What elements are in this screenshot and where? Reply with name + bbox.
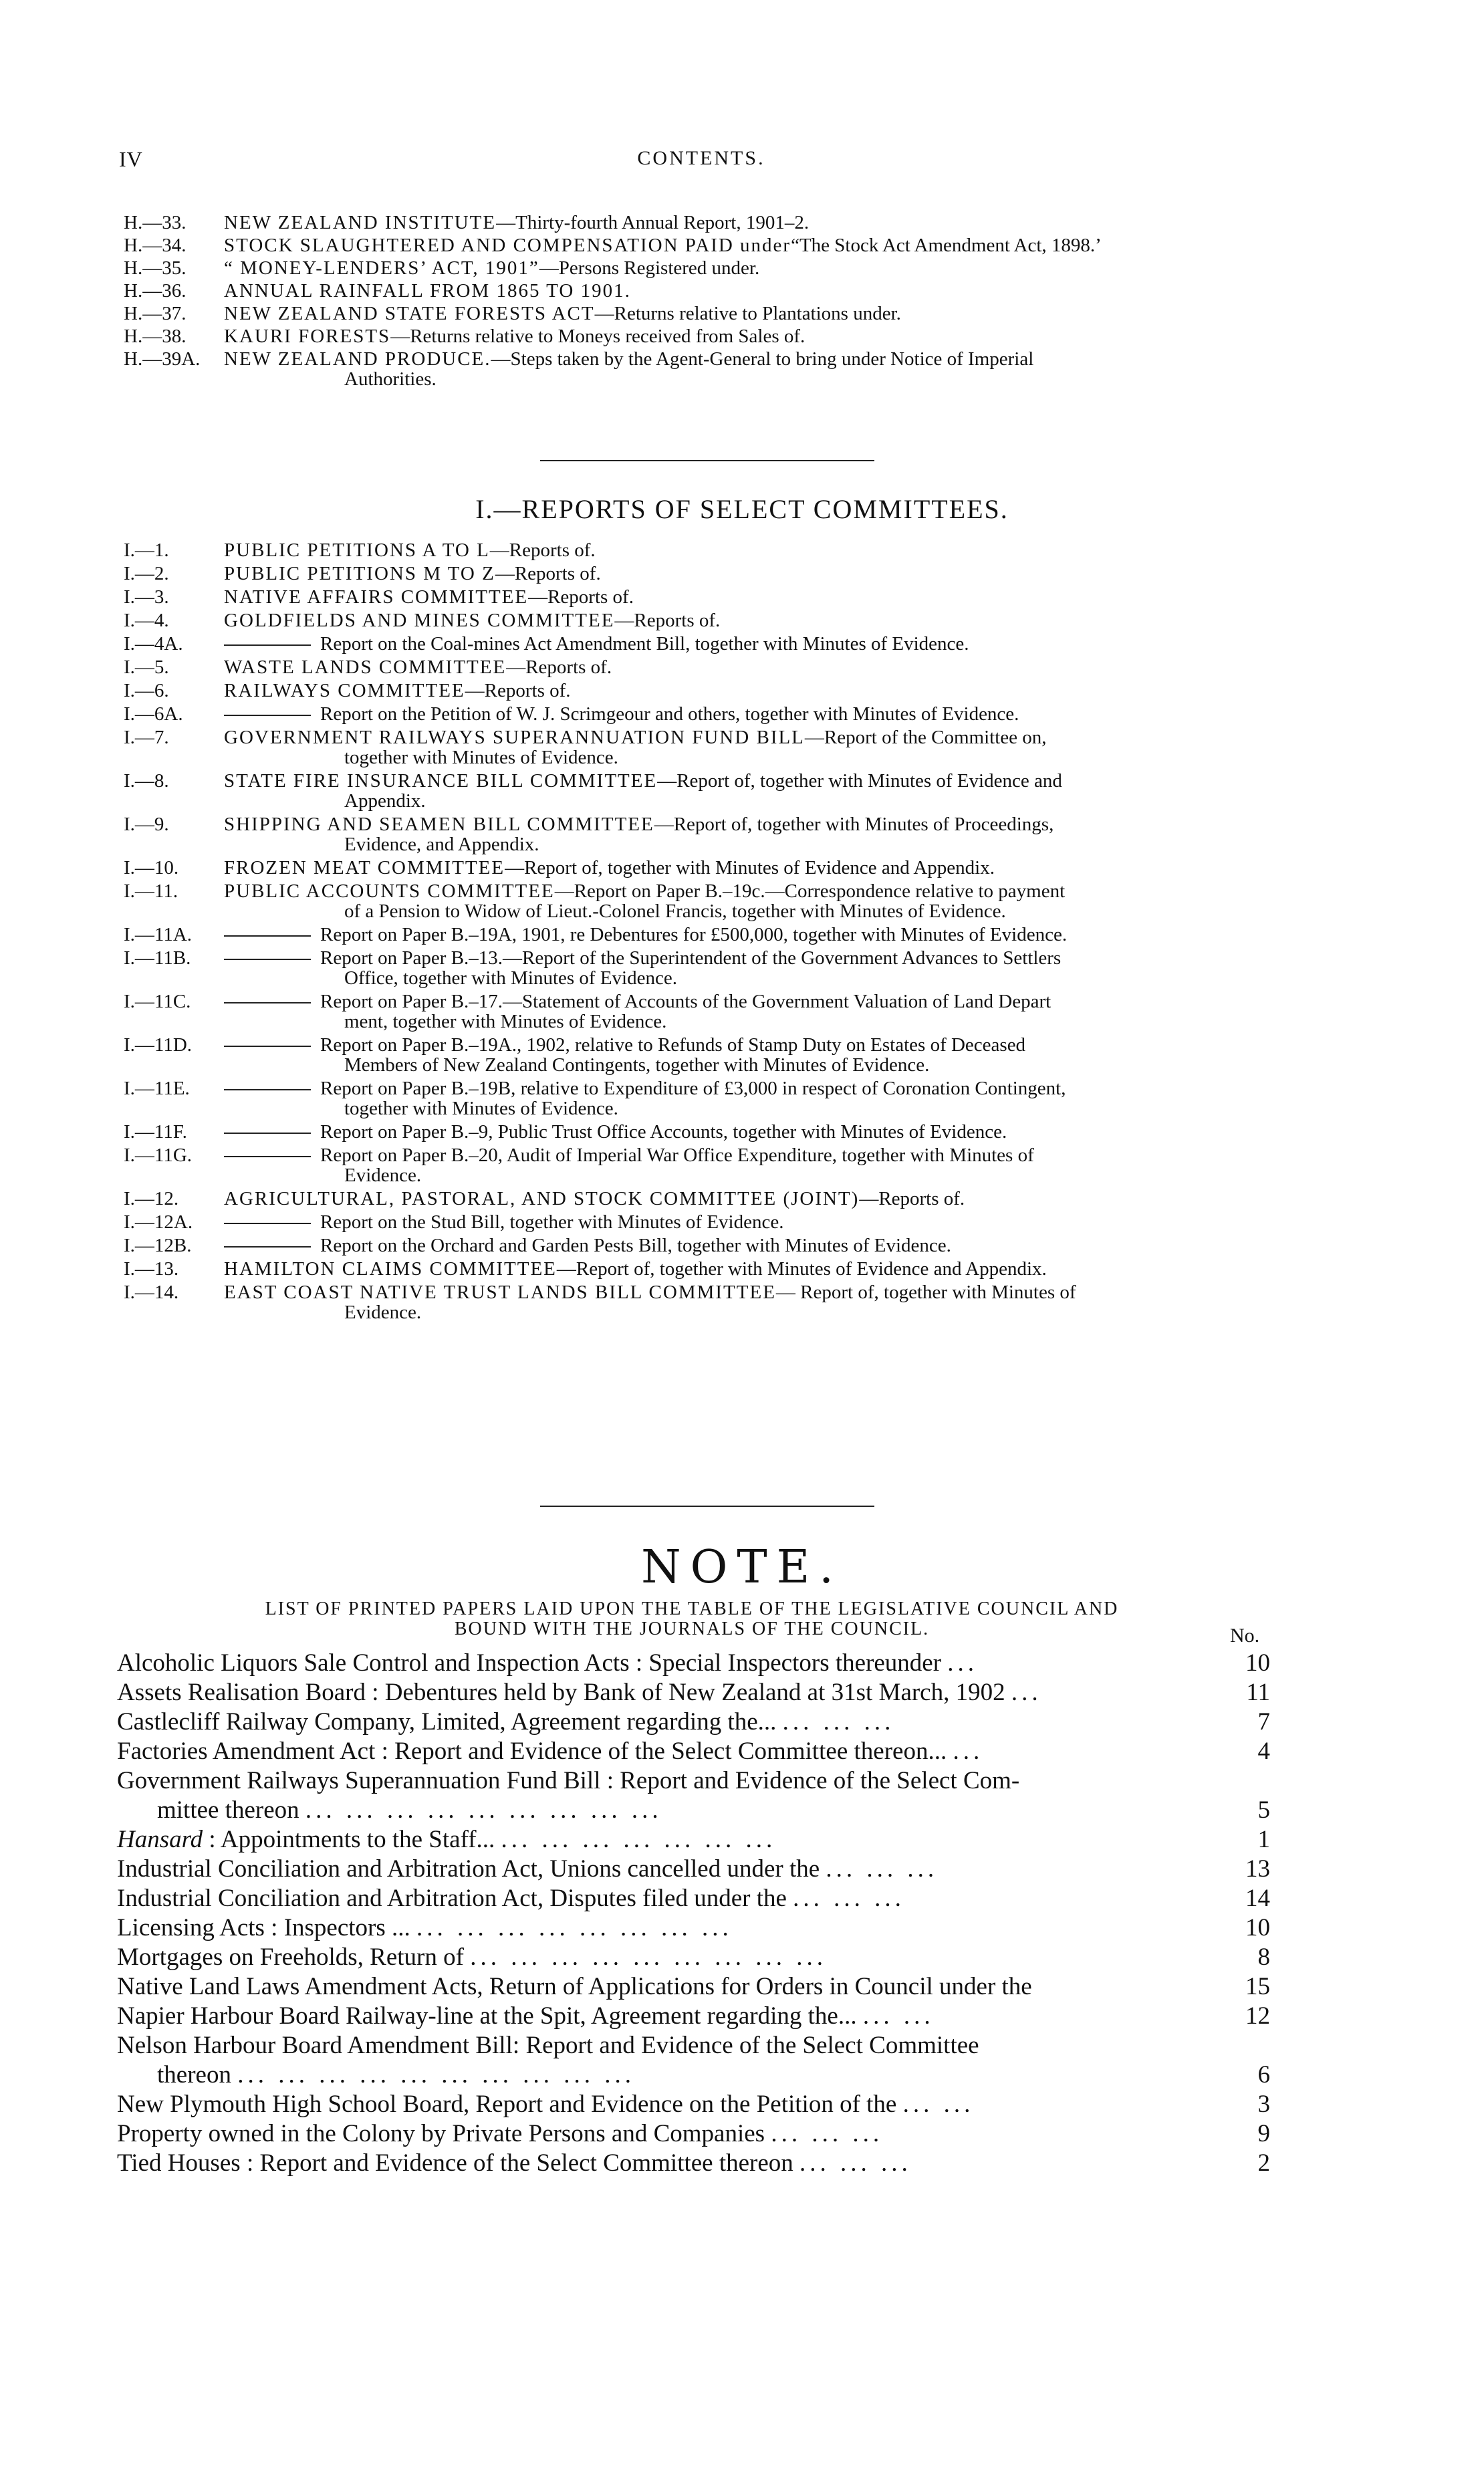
paper-title-continuation [117, 2060, 1223, 2090]
contents-entry [124, 587, 1280, 607]
paper-number: 3 [1257, 2091, 1270, 2118]
entry-body [224, 564, 1280, 584]
entry-description: Report on the Orchard and Garden Pests Bill, together with Minutes of Evidence. [320, 1235, 951, 1256]
paper-title: Napier Harbour Board Railway-line at the Spit, Agreement regarding the... [117, 2002, 857, 2030]
contents-entry [124, 540, 1280, 560]
leader-dots: ... ... ... ... ... ... ... ... ... [305, 1796, 662, 1824]
paper-title-line [117, 2090, 1223, 2119]
entry-body [224, 858, 1280, 878]
entry-code: I.—11G. [124, 1145, 193, 1166]
entry-body [224, 881, 1280, 921]
paper-entry [117, 1972, 1270, 2002]
entry-body [224, 771, 1280, 811]
entry-continuation: together with Minutes of Evidence. [344, 747, 618, 768]
entry-title: PUBLIC PETITIONS A TO L [224, 540, 490, 561]
entry-continuation: Evidence. [344, 1302, 422, 1323]
entry-body [224, 213, 1280, 233]
contents-entry [124, 564, 1280, 584]
contents-entry [124, 349, 1280, 389]
h-series-list [124, 213, 1280, 392]
note-subtitle-line1: LIST OF PRINTED PAPERS LAID UPON THE TABLE OF THE LEGISLATIVE COUNCIL AND [265, 1598, 1119, 1619]
entry-code: I.—12B. [124, 1235, 192, 1256]
entry-continuation: Office, together with Minutes of Evidence. [344, 967, 677, 989]
paper-title: Industrial Conciliation and Arbitration Act, Unions cancelled under the [117, 1855, 820, 1883]
paper-entry [117, 2149, 1270, 2178]
paper-entry [117, 2002, 1270, 2031]
entry-title: NEW ZEALAND STATE FORESTS ACT [224, 303, 595, 324]
paper-title: Industrial Conciliation and Arbitration Act, Disputes filed under the [117, 1885, 787, 1912]
entry-continuation: Appendix. [344, 790, 426, 812]
contents-entry [124, 1212, 1280, 1232]
contents-entry [124, 1035, 1280, 1075]
entry-continuation: ment, together with Minutes of Evidence. [344, 1011, 667, 1032]
entry-body [224, 235, 1280, 255]
paper-entry [117, 1737, 1270, 1766]
paper-title: New Plymouth High School Board, Report and Evidence on the Petition of the [117, 2091, 897, 2118]
entry-code: H.—37. [124, 303, 187, 324]
ditto-dash [224, 1223, 311, 1224]
ditto-dash [224, 935, 311, 937]
entry-body [224, 326, 1280, 346]
contents-entry [124, 1078, 1280, 1118]
printed-papers-list [117, 1649, 1270, 2178]
entry-code: I.—11E. [124, 1078, 190, 1099]
paper-number: 11 [1246, 1679, 1270, 1706]
entry-code: H.—35. [124, 257, 187, 279]
entry-description: —Steps taken by the Agent-General to bring under Notice of Imperial [491, 348, 1034, 370]
entry-code: I.—2. [124, 563, 169, 584]
entry-code: I.—11F. [124, 1121, 187, 1143]
entry-body [224, 1189, 1280, 1209]
entry-code: I.—11C. [124, 991, 191, 1012]
paper-title: Alcoholic Liquors Sale Control and Inspection Acts : Special Inspectors thereunder [117, 1649, 942, 1677]
entry-code: H.—36. [124, 280, 187, 302]
entry-body [224, 281, 1280, 301]
leader-dots: ... ... ... ... ... ... ... ... ... ... [237, 2061, 635, 2089]
note-title: NOTE. [641, 1541, 843, 1594]
entry-code: I.—1. [124, 540, 169, 561]
contents-entry [124, 634, 1280, 654]
entry-description: —Report of, together with Minutes of Evidence and [657, 770, 1062, 792]
paper-entry [117, 1678, 1270, 1707]
entry-code: I.—9. [124, 814, 169, 835]
entry-code: H.—33. [124, 212, 187, 233]
paper-entry [117, 1766, 1270, 1825]
entry-code: H.—38. [124, 326, 187, 347]
entry-code: I.—6A. [124, 703, 183, 725]
contents-entry [124, 991, 1280, 1032]
paper-title: Licensing Acts : Inspectors ... [117, 1914, 410, 1941]
paper-entry [117, 2031, 1270, 2090]
paper-entry [117, 2090, 1270, 2119]
entry-code: I.—12A. [124, 1211, 193, 1233]
contents-entry [124, 948, 1280, 988]
contents-entry [124, 1259, 1280, 1279]
entry-title: PUBLIC ACCOUNTS COMMITTEE [224, 880, 555, 902]
entry-title: KAURI FORESTS [224, 326, 391, 347]
paper-title-line [117, 2031, 1223, 2060]
entry-description: Report on Paper B.–19B, relative to Expenditure of £3,000 in respect of Coronation Contingent, [320, 1078, 1066, 1099]
paper-title: Property owned in the Colony by Private Persons and Companies [117, 2120, 765, 2147]
entry-description: Report on Paper B.–19A., 1902, relative to Refunds of Stamp Duty on Estates of Deceased [320, 1034, 1026, 1056]
entry-title: GOVERNMENT RAILWAYS SUPERANNUATION FUND BILL [224, 727, 805, 748]
paper-title-line [117, 1649, 1223, 1678]
running-title: CONTENTS. [637, 147, 765, 169]
leader-dots: ... ... ... ... ... ... ... ... ... [470, 1943, 827, 1971]
entry-body [224, 304, 1280, 324]
leader-dots: ... ... [902, 2091, 975, 2118]
paper-title: Native Land Laws Amendment Acts, Return of Applications for Orders in Council under the [117, 1973, 1032, 2000]
contents-entry [124, 610, 1280, 630]
paper-title-line2: mittee thereon [157, 1796, 299, 1824]
leader-dots: ... ... ... ... ... ... ... [501, 1826, 777, 1853]
entry-description: Report on Paper B.–9, Public Trust Office Accounts, together with Minutes of Evidence. [320, 1121, 1007, 1143]
paper-title-line [117, 1884, 1223, 1913]
paper-number: 4 [1257, 1738, 1270, 1765]
entry-description: Report on Paper B.–20, Audit of Imperial War Office Expenditure, together with Minutes of [320, 1145, 1034, 1166]
divider-rule [540, 460, 874, 461]
entry-description: —Returns relative to Moneys received from Sales of. [390, 326, 806, 347]
entry-code: I.—13. [124, 1258, 179, 1280]
entry-description: Report on the Stud Bill, together with Minutes of Evidence. [320, 1211, 784, 1233]
paper-number: 1 [1257, 1826, 1270, 1853]
entry-description: Report on Paper B.–17.—Statement of Accounts of the Government Valuation of Land Depart [320, 991, 1052, 1012]
entry-body [224, 540, 1280, 560]
entry-title: NEW ZEALAND PRODUCE. [224, 348, 491, 370]
entry-code: I.—12. [124, 1188, 179, 1209]
note-subtitle-line2: BOUND WITH THE JOURNALS OF THE COUNCIL. [454, 1619, 930, 1639]
paper-entry [117, 1825, 1270, 1855]
contents-entry [124, 657, 1280, 677]
paper-title-line [117, 2002, 1223, 2031]
entry-body [224, 1282, 1280, 1322]
paper-title-line [117, 1678, 1223, 1707]
entry-description: Report on the Coal-mines Act Amendment Bill, together with Minutes of Evidence. [320, 633, 969, 655]
entry-body [224, 991, 1280, 1032]
leader-dots: ... ... [862, 2002, 935, 2030]
paper-title-line [117, 1855, 1223, 1884]
entry-body [224, 634, 1280, 654]
ditto-dash [224, 715, 311, 716]
entry-body [224, 704, 1280, 724]
leader-dots: ... ... ... [782, 1708, 895, 1736]
entry-body [224, 1078, 1280, 1118]
entry-title: ANNUAL RAINFALL FROM 1865 TO 1901. [224, 280, 631, 302]
entry-title: AGRICULTURAL, PASTORAL, AND STOCK COMMITTEE (JOINT) [224, 1188, 860, 1209]
entry-body [224, 681, 1280, 701]
entry-description: Report on Paper B.–19A, 1901, re Debentures for £500,000, together with Minutes of Evidence. [320, 924, 1068, 945]
entry-body [224, 1212, 1280, 1232]
leader-dots: ... ... ... [826, 1855, 939, 1883]
entry-code: I.—3. [124, 586, 169, 608]
entry-description: — Report of, together with Minutes of [775, 1282, 1076, 1303]
entry-title: WASTE LANDS COMMITTEE [224, 657, 507, 678]
paper-title: : Appointments to the Staff... [203, 1826, 495, 1853]
contents-entry [124, 326, 1280, 346]
contents-entry [124, 213, 1280, 233]
contents-entry [124, 258, 1280, 278]
entry-title: NATIVE AFFAIRS COMMITTEE [224, 586, 529, 608]
entry-body [224, 349, 1280, 389]
entry-body [224, 948, 1280, 988]
entry-description: —Reports of. [506, 657, 612, 678]
leader-dots: ... ... ... [799, 2149, 912, 2177]
paper-title: Mortgages on Freeholds, Return of [117, 1943, 464, 1971]
paper-number: 2 [1257, 2149, 1270, 2177]
entry-title: FROZEN MEAT COMMITTEE [224, 857, 505, 878]
entry-body [224, 1145, 1280, 1185]
contents-entry [124, 858, 1280, 878]
entry-description: —Report of, together with Minutes of Proceedings, [654, 814, 1054, 835]
paper-title: Factories Amendment Act : Report and Evidence of the Select Committee thereon... [117, 1738, 947, 1765]
contents-entry [124, 1122, 1280, 1142]
paper-title-line [117, 2119, 1223, 2149]
page-header [119, 147, 1283, 174]
paper-number: 10 [1245, 1914, 1270, 1941]
entry-description: —Reports of. [528, 586, 634, 608]
entry-continuation: together with Minutes of Evidence. [344, 1098, 618, 1119]
paper-title-italic: Hansard [117, 1826, 203, 1853]
divider-rule [540, 1506, 874, 1507]
paper-number: 10 [1245, 1649, 1270, 1677]
entry-description: —Reports of. [495, 563, 601, 584]
paper-number: 15 [1245, 1973, 1270, 2000]
contents-entry [124, 304, 1280, 324]
paper-title: Tied Houses : Report and Evidence of the Select Committee thereon [117, 2149, 793, 2177]
entry-code: I.—7. [124, 727, 169, 748]
leader-dots: ... [947, 1649, 979, 1677]
entry-code: I.—6. [124, 680, 169, 701]
entry-description: —Returns relative to Plantations under. [594, 303, 901, 324]
paper-entry [117, 1913, 1270, 1943]
paper-title: Nelson Harbour Board Amendment Bill: Report and Evidence of the Select Committee [117, 2032, 979, 2059]
paper-title-line [117, 1766, 1223, 1796]
entry-body [224, 610, 1280, 630]
entry-body [224, 1235, 1280, 1256]
paper-number: 5 [1257, 1796, 1270, 1824]
entry-code: H.—34. [124, 235, 187, 256]
paper-title-line [117, 1913, 1223, 1943]
paper-number: 12 [1245, 2002, 1270, 2030]
paper-entry [117, 2119, 1270, 2149]
section-title: I.—REPORTS OF SELECT COMMITTEES. [475, 494, 1009, 524]
contents-entry [124, 281, 1280, 301]
entry-continuation: of a Pension to Widow of Lieut.-Colonel Francis, together with Minutes of Evidence. [344, 901, 1006, 922]
contents-entry [124, 1189, 1280, 1209]
entry-body [224, 1122, 1280, 1142]
entry-description: —Reports of. [489, 540, 596, 561]
entry-title: HAMILTON CLAIMS COMMITTEE [224, 1258, 557, 1280]
ditto-dash [224, 644, 311, 646]
leader-dots: ... [953, 1738, 984, 1765]
paper-title: Government Railways Superannuation Fund Bill : Report and Evidence of the Select Com- [117, 1767, 1020, 1794]
entry-code: I.—11D. [124, 1034, 193, 1056]
entry-body [224, 925, 1280, 945]
ditto-dash [224, 1246, 311, 1248]
paper-title-continuation [117, 1796, 1223, 1825]
entry-title: NEW ZEALAND INSTITUTE [224, 212, 497, 233]
contents-entry [124, 704, 1280, 724]
ditto-dash [224, 1156, 311, 1157]
paper-number: 9 [1257, 2120, 1270, 2147]
entry-description: —Report of, together with Minutes of Evidence and Appendix. [505, 857, 995, 878]
paper-title-line [117, 1972, 1223, 2002]
entry-description: —Reports of. [859, 1188, 965, 1209]
entry-title: PUBLIC PETITIONS M TO Z [224, 563, 495, 584]
leader-dots: ... ... ... [793, 1885, 905, 1912]
entry-continuation: Authorities. [344, 368, 437, 390]
entry-body [224, 657, 1280, 677]
entry-continuation: Evidence. [344, 1165, 422, 1186]
contents-entry [124, 1145, 1280, 1185]
entry-code: I.—11A. [124, 924, 193, 945]
paper-entry [117, 1707, 1270, 1737]
entry-body [224, 587, 1280, 607]
entry-description: Report on the Petition of W. J. Scrimgeour and others, together with Minutes of Evidence. [320, 703, 1019, 725]
paper-number: 8 [1257, 1943, 1270, 1971]
entry-description: —Thirty-fourth Annual Report, 1901–2. [496, 212, 810, 233]
entry-code: I.—4A. [124, 633, 183, 655]
entry-title: STOCK SLAUGHTERED AND COMPENSATION PAID under [224, 235, 791, 256]
contents-entry [124, 1235, 1280, 1256]
paper-number: 13 [1245, 1855, 1270, 1883]
contents-entry [124, 235, 1280, 255]
entry-code: I.—11B. [124, 947, 191, 969]
contents-entry [124, 881, 1280, 921]
entry-body [224, 1035, 1280, 1075]
entry-body [224, 258, 1280, 278]
ditto-dash [224, 1046, 311, 1047]
entry-title: STATE FIRE INSURANCE BILL COMMITTEE [224, 770, 658, 792]
entry-title: GOLDFIELDS AND MINES COMMITTEE [224, 610, 615, 631]
paper-entry [117, 1943, 1270, 1972]
paper-title: Castlecliff Railway Company, Limited, Agreement regarding the... [117, 1708, 777, 1736]
entry-code: I.—11. [124, 880, 178, 902]
entry-code: I.—8. [124, 770, 169, 792]
entry-description: “The Stock Act Amendment Act, 1898.’ [791, 235, 1102, 256]
entry-body [224, 1259, 1280, 1279]
page-number: IV [119, 147, 143, 171]
paper-title-line [117, 2149, 1223, 2178]
entry-description: —Reports of. [614, 610, 721, 631]
entry-title: “ MONEY-LENDERS’ ACT, 1901” [224, 257, 539, 279]
paper-title-line [117, 1707, 1223, 1737]
paper-title-line [117, 1737, 1223, 1766]
entry-continuation: Members of New Zealand Contingents, together with Minutes of Evidence. [344, 1054, 930, 1076]
paper-entry [117, 1649, 1270, 1678]
contents-entry [124, 1282, 1280, 1322]
entry-continuation: Evidence, and Appendix. [344, 834, 539, 855]
paper-number: 7 [1257, 1708, 1270, 1736]
entry-code: H.—39A. [124, 348, 201, 370]
contents-entry [124, 814, 1280, 854]
number-column-header: No. [1230, 1625, 1260, 1647]
paper-title: Assets Realisation Board : Debentures held by Bank of New Zealand at 31st March, 1902 [117, 1679, 1005, 1706]
contents-entry [124, 925, 1280, 945]
entry-code: I.—4. [124, 610, 169, 631]
paper-title-line [117, 1943, 1223, 1972]
entry-title: SHIPPING AND SEAMEN BILL COMMITTEE [224, 814, 654, 835]
leader-dots: ... ... ... ... ... ... ... ... [416, 1914, 733, 1941]
contents-entry [124, 727, 1280, 767]
contents-entry [124, 771, 1280, 811]
entry-code: I.—5. [124, 657, 169, 678]
entry-body [224, 814, 1280, 854]
paper-number: 6 [1257, 2061, 1270, 2089]
paper-number: 14 [1245, 1885, 1270, 1912]
ditto-dash [224, 1089, 311, 1090]
ditto-dash [224, 1002, 311, 1003]
entry-title: RAILWAYS COMMITTEE [224, 680, 465, 701]
paper-entry [117, 1855, 1270, 1884]
paper-entry [117, 1884, 1270, 1913]
paper-title-line2: thereon [157, 2061, 231, 2089]
entry-description: —Report of, together with Minutes of Evidence and Appendix. [556, 1258, 1047, 1280]
ditto-dash [224, 1133, 311, 1134]
ditto-dash [224, 959, 311, 960]
entry-description: —Report of the Committee on, [804, 727, 1047, 748]
entry-body [224, 727, 1280, 767]
entry-description: —Report on Paper B.–19c.—Correspondence relative to payment [554, 880, 1066, 902]
i-series-list [124, 540, 1280, 1326]
note-subtitle [117, 1599, 1267, 1639]
leader-dots: ... ... ... [771, 2120, 884, 2147]
contents-entry [124, 681, 1280, 701]
entry-code: I.—14. [124, 1282, 179, 1303]
entry-description: —Persons Registered under. [539, 257, 760, 279]
entry-title: EAST COAST NATIVE TRUST LANDS BILL COMMITTEE [224, 1282, 776, 1303]
entry-description: —Reports of. [465, 680, 571, 701]
paper-title-line [117, 1825, 1223, 1855]
entry-description: Report on Paper B.–13.—Report of the Superintendent of the Government Advances to Settlers [320, 947, 1062, 969]
entry-code: I.—10. [124, 857, 179, 878]
leader-dots: ... [1011, 1679, 1042, 1706]
